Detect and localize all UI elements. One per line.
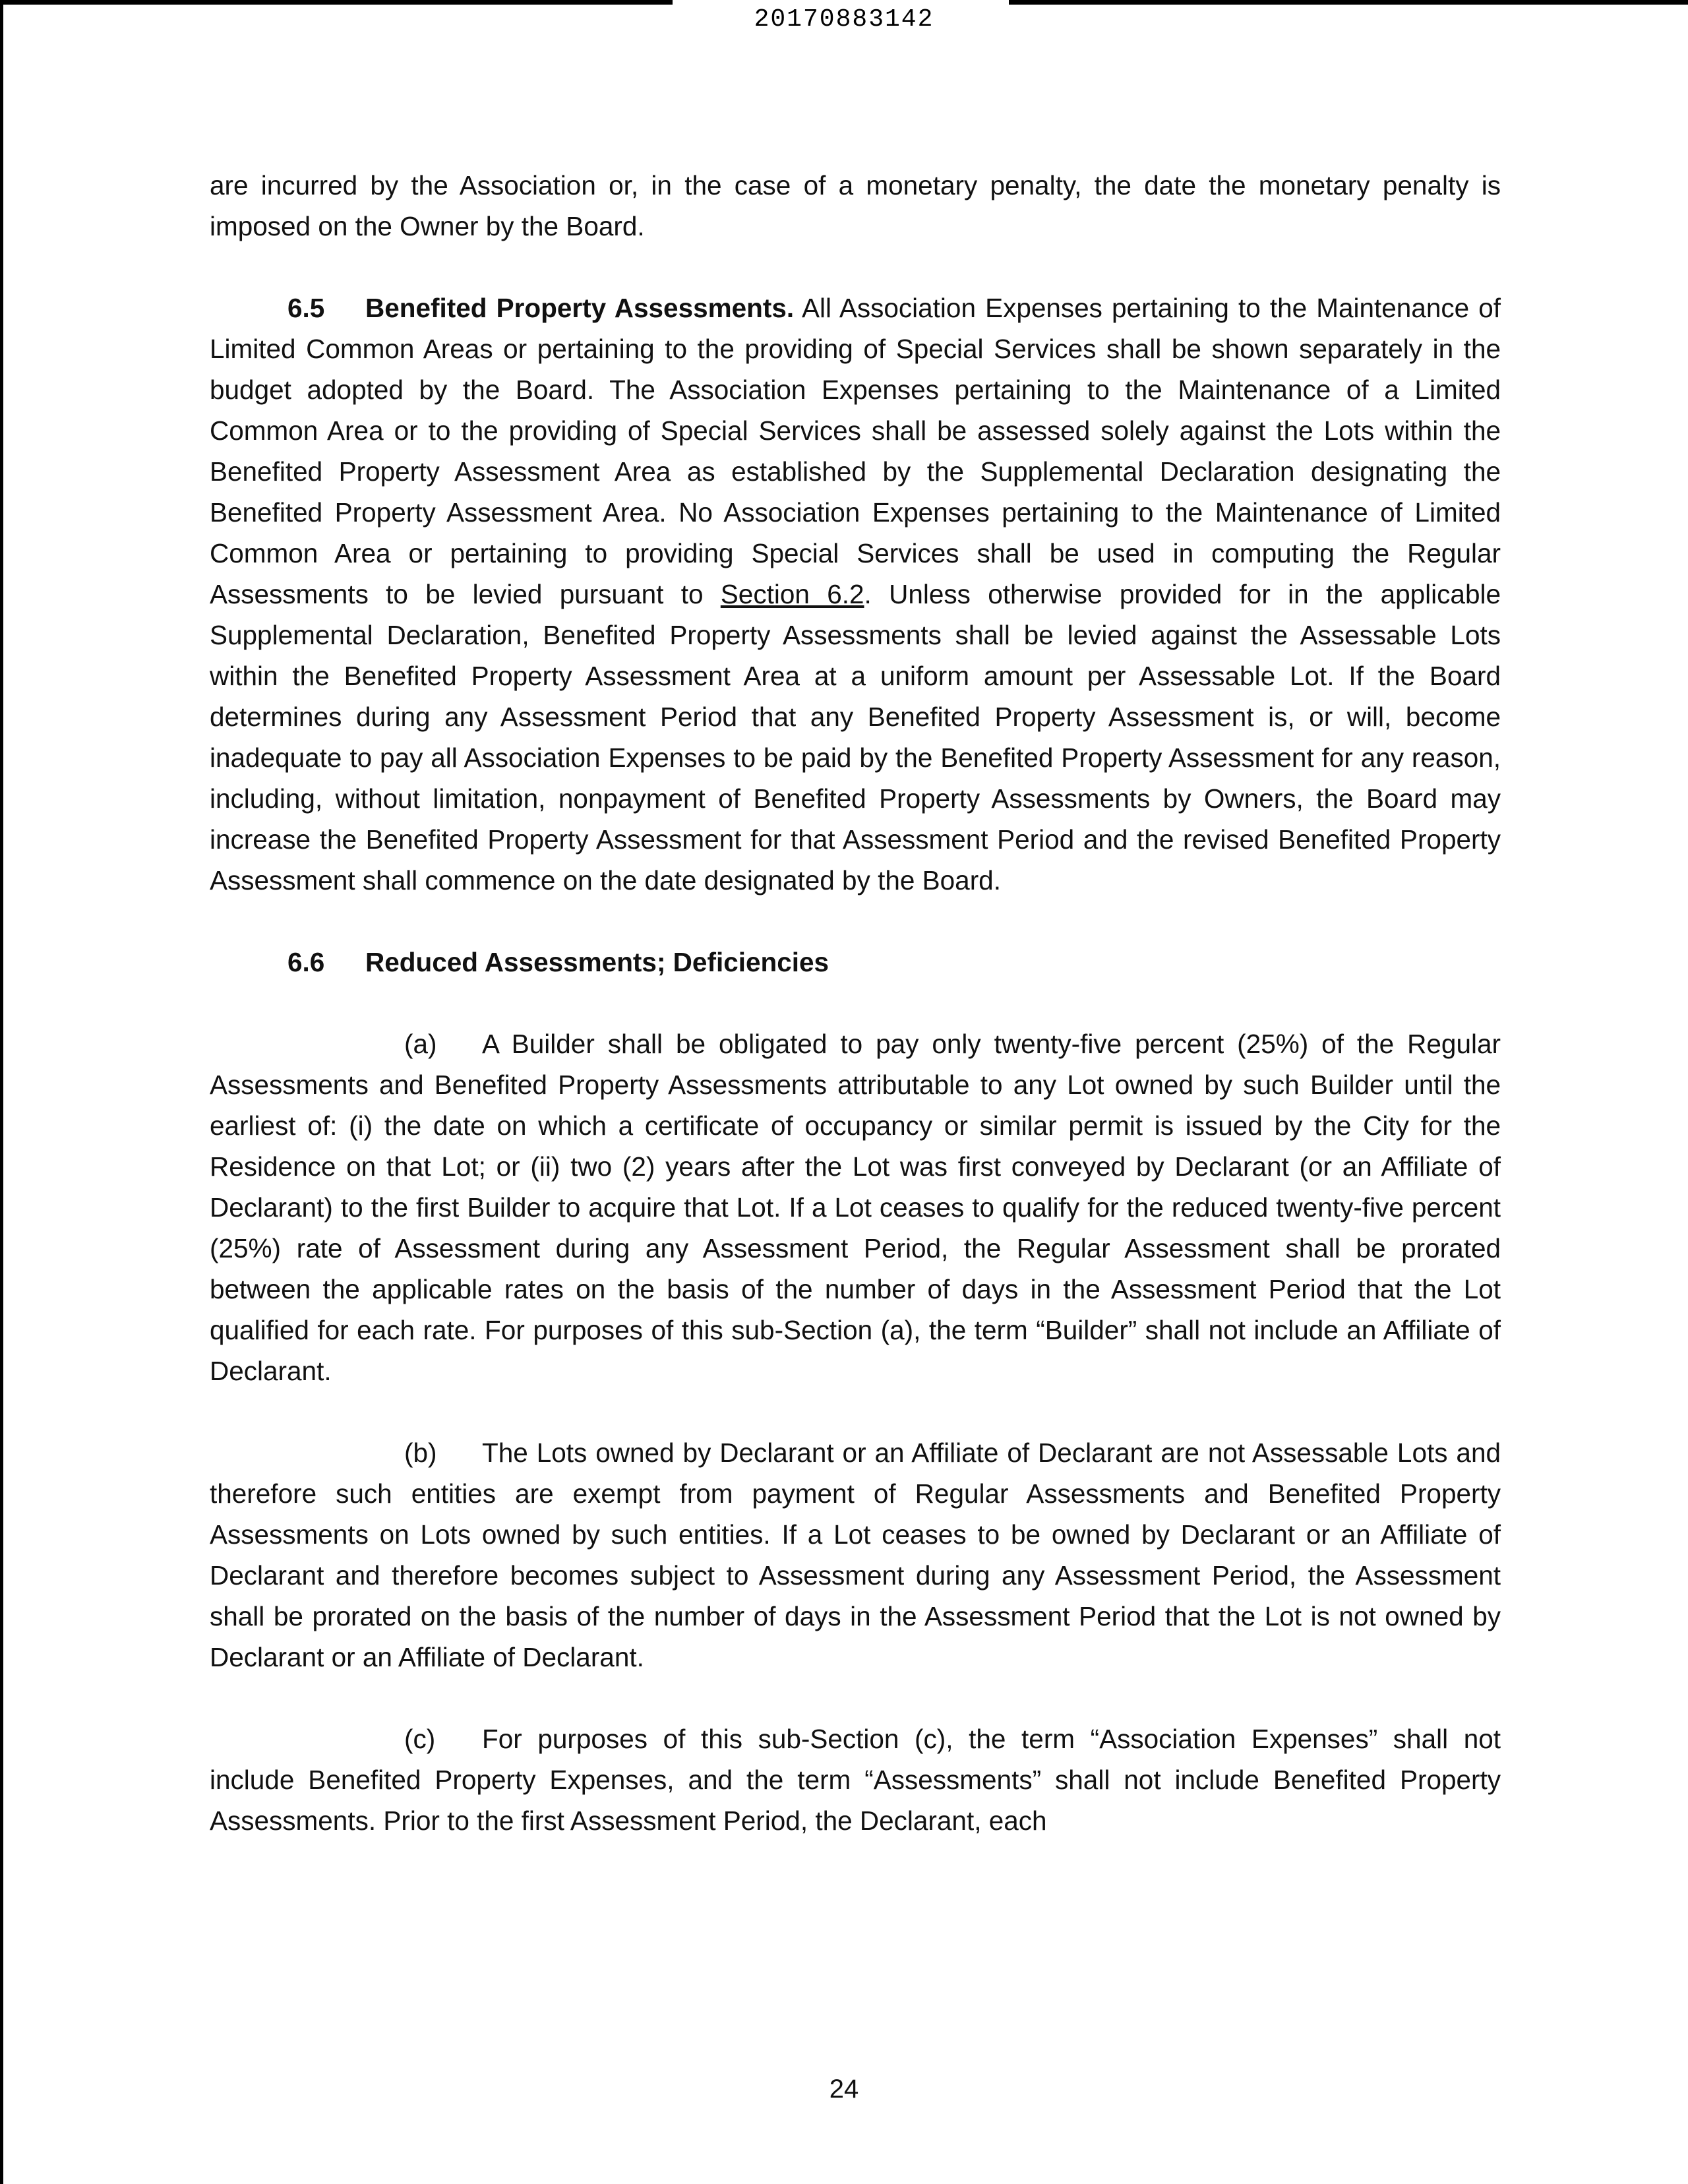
- section-6-5-paragraph: [210, 288, 1501, 901]
- section-6-6-number: 6.6: [287, 947, 325, 977]
- subsection-c-text: For purposes of this sub-Section (c), the term “Association Expenses” shall not include Benefited Property Expenses, and the term “Assessments” shall not include Benefited Property Assessments. Prior to the first Assessment Period, the Declarant, each: [210, 1724, 1501, 1836]
- subsection-b-text: The Lots owned by Declarant or an Affiliate of Declarant are not Assessable Lots and therefore such entities are exempt from payment of Regular Assessments and Benefited Property Assessments on Lots owned by such entities. If a Lot ceases to be owned by Declarant or an Affiliate of Declarant and therefore becomes subject to Assessment during any Assessment Period, the Assessment shall be prorated on the basis of the number of days in the Assessment Period that the Lot is not owned by Declarant or an Affiliate of Declarant.: [210, 1438, 1501, 1672]
- subsection-a-text: A Builder shall be obligated to pay only twenty-five percent (25%) of the Regular Assessments and Benefited Property Assessments attributable to any Lot owned by such Builder until the earliest of: (i) the date on which a certificate of occupancy or similar permit is issued by the City for the Residence on that Lot; or (ii) two (2) years after the Lot was first conveyed by Declarant (or an Affiliate of Declarant) to the first Builder to acquire that Lot. If a Lot ceases to qualify for the reduced twenty-five percent (25%) rate of Assessment during any Assessment Period, the Regular Assessment shall be prorated between the applicable rates on the basis of the number of days in the Assessment Period that the Lot qualified for each rate. For purposes of this sub-Section (a), the term “Builder” shall not include an Affiliate of Declarant.: [210, 1029, 1501, 1386]
- section-6-6-c-paragraph: [210, 1718, 1501, 1841]
- continuation-paragraph: are incurred by the Association or, in the case of a monetary penalty, the date the monetary penalty is imposed on the Owner by the Board.: [210, 170, 1501, 241]
- scan-left-border: [0, 0, 3, 2184]
- section-6-6-b-paragraph: [210, 1432, 1501, 1678]
- section-6-2-reference: Section 6.2: [720, 579, 864, 609]
- section-6-6-a-paragraph: [210, 1023, 1501, 1391]
- scan-top-border-left: [0, 0, 673, 5]
- section-6-6-title: Reduced Assessments; Deficiencies: [365, 947, 829, 977]
- page-body: [210, 165, 1501, 1882]
- section-6-5-number: 6.5: [287, 293, 325, 323]
- section-6-6-heading: [210, 942, 1501, 983]
- document-recording-number: 20170883142: [754, 5, 934, 34]
- scan-top-border-right: [1009, 0, 1688, 5]
- subsection-c-label: (c): [404, 1724, 436, 1754]
- section-6-5-text-part1: All Association Expenses pertaining to the Maintenance of Limited Common Areas or pertaining to the providing of Special Services shall be shown separately in the budget adopted by the Board. The Association Expenses pertaining to the Maintenance of a Limited Common Area or to the providing of Special Services shall be assessed solely against the Lots within the Benefited Property Assessment Area as established by the Supplemental Declaration designating the Benefited Property Assessment Area. No Association Expenses pertaining to the Maintenance of Limited Common Area or pertaining to providing Special Services shall be used in computing the Regular Assessments to be levied pursuant to: [210, 293, 1501, 609]
- section-6-5-title: Benefited Property Assessments.: [365, 293, 795, 323]
- subsection-a-label: (a): [404, 1029, 437, 1059]
- subsection-b-label: (b): [404, 1438, 437, 1468]
- section-6-5-text-part2: . Unless otherwise provided for in the applicable Supplemental Declaration, Benefited Property Assessments shall be levied against the Assessable Lots within the Benefited Property Assessment Area at a uniform amount per Assessable Lot. If the Board determines during any Assessment Period that any Benefited Property Assessment is, or will, become inadequate to pay all Association Expenses to be paid by the Benefited Property Assessment for any reason, including, without limitation, nonpayment of Benefited Property Assessments by Owners, the Board may increase the Benefited Property Assessment for that Assessment Period and the revised Benefited Property Assessment shall commence on the date designated by the Board.: [210, 579, 1501, 895]
- page-number: 24: [829, 2075, 859, 2104]
